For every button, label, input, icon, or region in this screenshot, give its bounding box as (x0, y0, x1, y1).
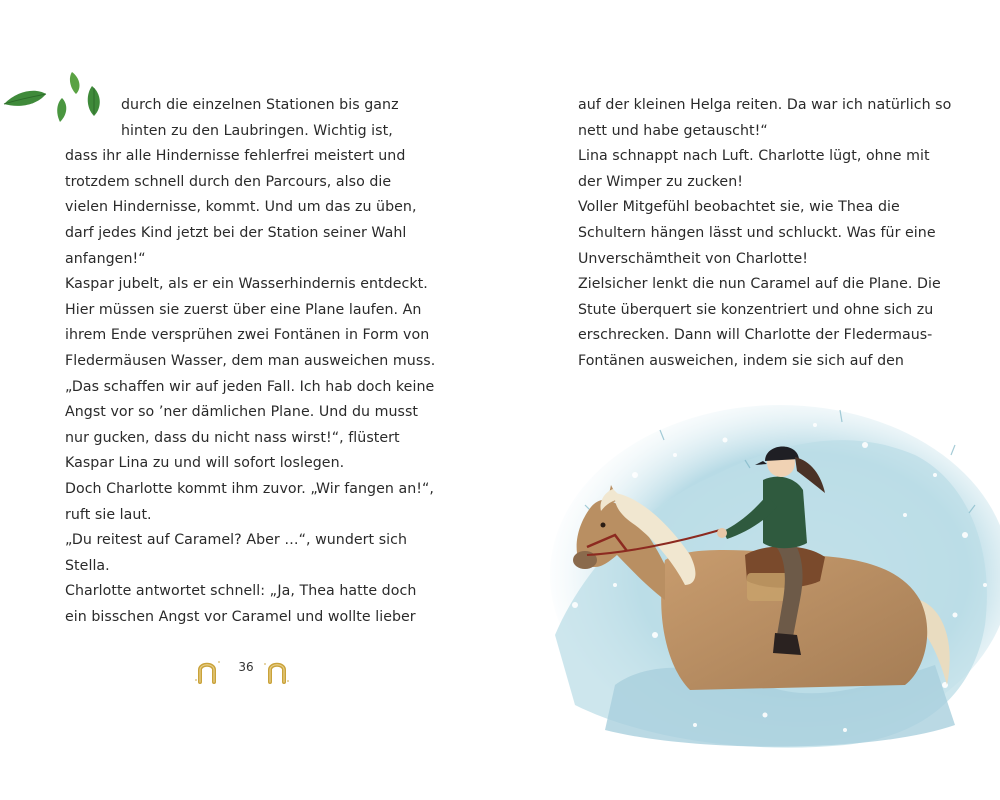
text-line: Doch Charlotte kommt ihm zuvor. „Wir fangen an!“, (65, 480, 434, 497)
text-line: Fledermäusen Wasser, dem man ausweichen muss. (65, 352, 436, 369)
text-line: Stella. (65, 557, 110, 574)
text-line: „Du reitest auf Caramel? Aber …“, wundert sich (65, 532, 408, 549)
text-line: Schultern hängen lässt und schluckt. Was für eine (578, 224, 936, 241)
text-line: ein bisschen Angst vor Caramel und wollte lieber (65, 608, 416, 625)
text-line: Hier müssen sie zuerst über eine Plane laufen. An (65, 301, 422, 318)
text-line: vielen Hindernisse, kommt. Und um das zu üben, (65, 199, 417, 216)
text-line: hinten zu den Laubringen. Wichtig ist, (121, 122, 393, 139)
text-line: Angst vor so ’ner dämlichen Plane. Und du musst (65, 404, 419, 421)
text-line: der Wimper zu zucken! (578, 173, 743, 190)
text-line: Unverschämtheit von Charlotte! (578, 250, 808, 267)
page-number: 36 (238, 660, 254, 674)
right-page-text (578, 93, 951, 375)
text-line: durch die einzelnen Stationen bis ganz (121, 97, 399, 113)
text-line: ihrem Ende versprühen zwei Fontänen in Form von (65, 327, 430, 344)
text-line: erschrecken. Dann will Charlotte der Fledermaus- (578, 327, 933, 344)
text-line: Stute überquert sie konzentriert und ohne sich zu (578, 301, 934, 318)
text-line: Kaspar jubelt, als er ein Wasserhindernis entdeckt. (65, 276, 428, 293)
right-page (500, 0, 1000, 800)
left-page-text (65, 93, 435, 630)
page-footer (192, 652, 298, 688)
text-line: trotzdem schnell durch den Parcours, also die (65, 173, 392, 190)
text-line: nur gucken, dass du nicht nass wirst!“, flüstert (65, 429, 400, 446)
text-line: Charlotte antwortet schnell: „Ja, Thea hatte doch (65, 583, 417, 600)
text-line: Kaspar Lina zu und will sofort loslegen. (65, 455, 345, 472)
text-line: ruft sie laut. (65, 506, 152, 523)
text-line: dass ihr alle Hindernisse fehlerfrei meistert und (65, 148, 406, 165)
text-line: auf der kleinen Helga reiten. Da war ich natürlich so (578, 97, 952, 113)
text-line: Fontänen ausweichen, indem sie sich auf den (578, 352, 904, 369)
horseshoe-icon (262, 654, 292, 686)
girl-riding-horse-through-water-illustration (515, 385, 1000, 755)
horseshoe-icon (192, 654, 222, 686)
text-line: Lina schnappt nach Luft. Charlotte lügt, ohne mit (578, 148, 930, 165)
text-line: Zielsicher lenkt die nun Caramel auf die Plane. Die (578, 276, 941, 293)
text-line: „Das schaffen wir auf jeden Fall. Ich hab doch keine (65, 378, 435, 395)
text-line: Voller Mitgefühl beobachtet sie, wie Thea die (578, 199, 900, 216)
text-line: anfangen!“ (65, 250, 146, 267)
text-line: nett und habe getauscht!“ (578, 122, 768, 139)
text-line: darf jedes Kind jetzt bei der Station seiner Wahl (65, 224, 407, 241)
